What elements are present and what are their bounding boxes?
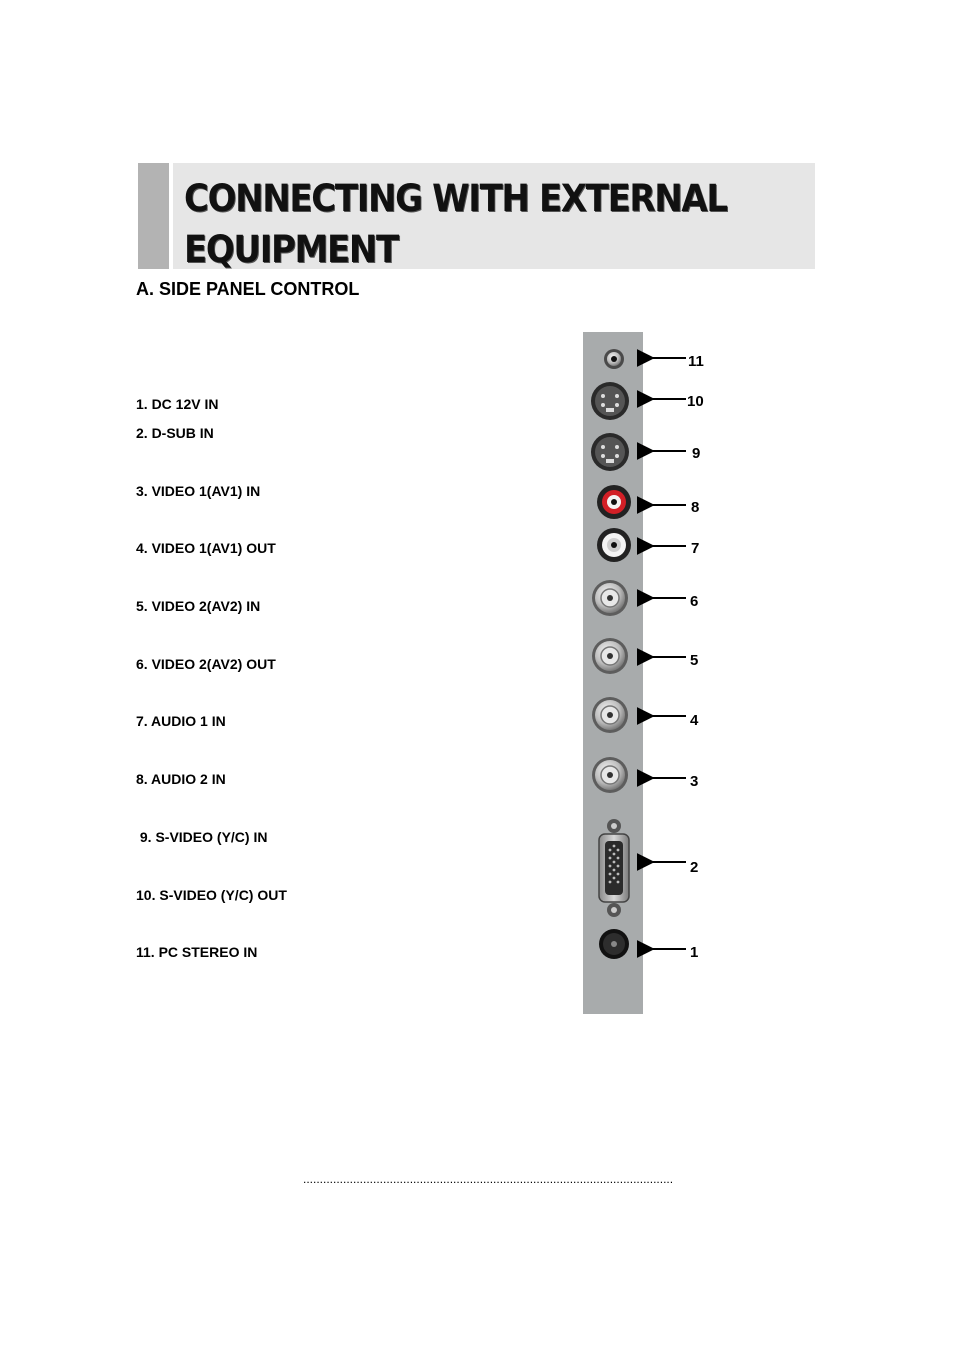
callout-number-7: 7 [691, 540, 700, 557]
callout-number-8: 8 [691, 499, 700, 516]
callout-number-10: 10 [687, 393, 704, 410]
page-title [184, 173, 754, 275]
callout-number-6: 6 [690, 593, 699, 610]
callout-number-1: 1 [690, 944, 699, 961]
section-heading: A. SIDE PANEL CONTROL [136, 279, 360, 299]
callout-arrows [653, 358, 686, 949]
title-accent-bar [138, 163, 169, 269]
callout-number-11: 11 [688, 353, 704, 370]
callout-number-4: 4 [690, 712, 699, 729]
list-item-audio1-in: 7. AUDIO 1 IN [136, 713, 226, 729]
list-item-video1-in: 3. VIDEO 1(AV1) IN [136, 483, 261, 499]
callout-number-5: 5 [690, 652, 699, 669]
callout-number-2: 2 [690, 859, 699, 876]
title-banner [138, 163, 815, 269]
list-item-audio2-in: 8. AUDIO 2 IN [136, 771, 226, 787]
list-item-video2-out: 6. VIDEO 2(AV2) OUT [136, 656, 276, 672]
list-item-video2-in: 5. VIDEO 2(AV2) IN [136, 598, 261, 614]
list-item-dc-12v-in: 1. DC 12V IN [136, 396, 219, 412]
callout-number-9: 9 [692, 445, 701, 462]
list-item-s-video-in: 9. S-VIDEO (Y/C) IN [136, 829, 268, 845]
page-title-line-2: EQUIPMENT [184, 228, 398, 271]
list-item-s-video-out: 10. S-VIDEO (Y/C) OUT [136, 887, 287, 903]
list-item-d-sub-in: 2. D-SUB IN [136, 425, 214, 441]
list-item-pc-stereo-in: 11. PC STEREO IN [136, 944, 258, 960]
page-title-line-1: CONNECTING WITH EXTERNAL [184, 177, 727, 220]
side-panel [583, 332, 643, 1014]
footer-dotted-line: ............................................................................................................... [303, 1172, 674, 1186]
list-item-video1-out: 4. VIDEO 1(AV1) OUT [136, 540, 276, 556]
callout-number-3: 3 [690, 773, 699, 790]
